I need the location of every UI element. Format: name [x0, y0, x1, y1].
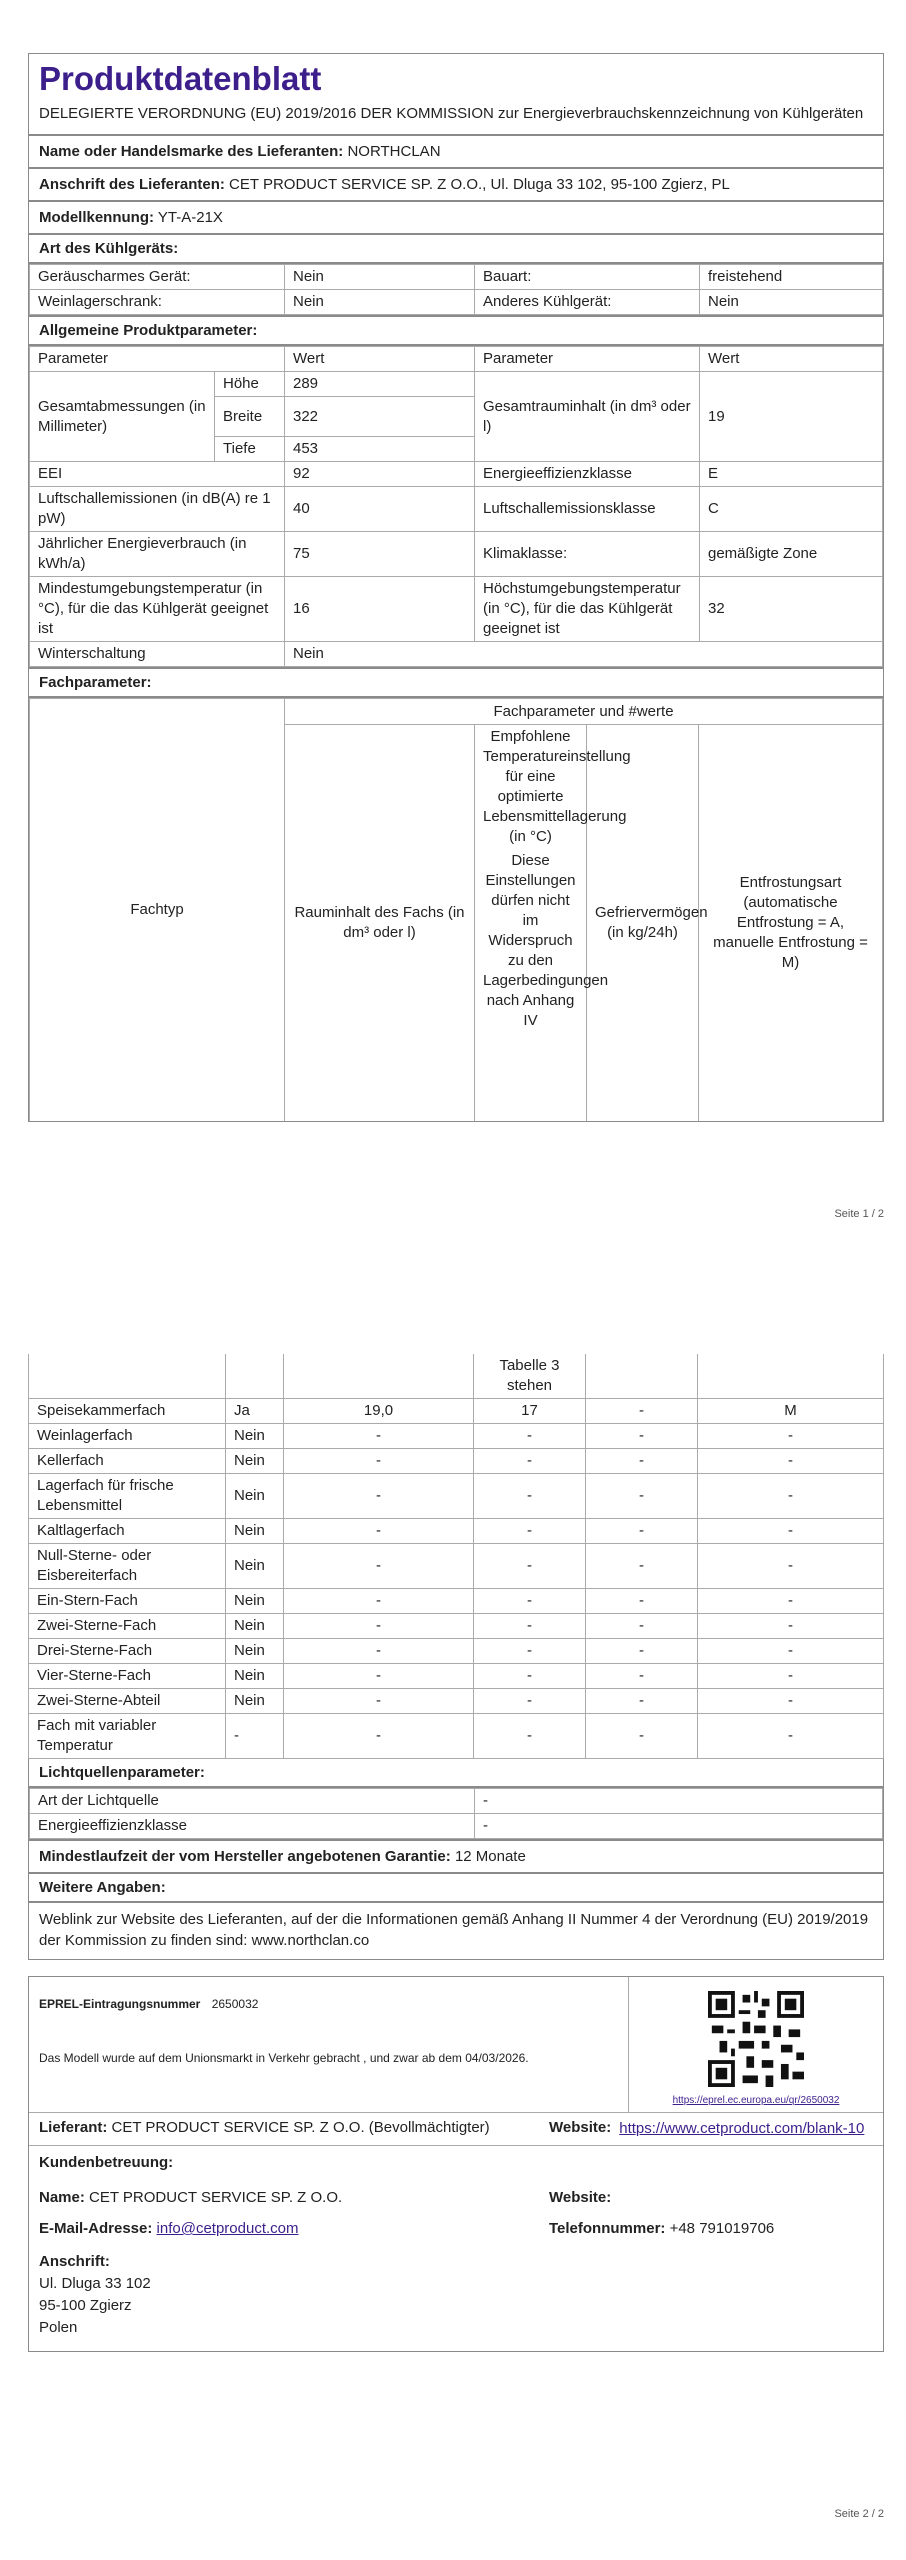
cell: -: [284, 1664, 474, 1689]
table-row: [30, 347, 883, 372]
cell: -: [226, 1714, 284, 1759]
contact-website-label: Website:: [549, 2119, 612, 2136]
cell: -: [474, 1614, 586, 1639]
cell: Klimaklasse:: [475, 532, 700, 577]
cell: [284, 1354, 474, 1399]
cell: -: [474, 1474, 586, 1519]
contact-website: [549, 2119, 873, 2139]
care-email-link[interactable]: info@cetproduct.com: [156, 2220, 299, 2237]
cell: 92: [285, 462, 475, 487]
cell: -: [474, 1589, 586, 1614]
cell: Nein: [285, 290, 475, 315]
cell: Anderes Kühlgerät:: [475, 290, 700, 315]
cell: Nein: [700, 290, 883, 315]
table-row: [29, 1589, 884, 1614]
cell: -: [474, 1544, 586, 1589]
cell: -: [586, 1399, 698, 1424]
cell: Zwei-Sterne-Abteil: [29, 1689, 226, 1714]
contact-supplier-value: CET PRODUCT SERVICE SP. Z O.O. (Bevollmächtigter): [111, 2119, 490, 2136]
cell: -: [698, 1544, 884, 1589]
cell: 289: [285, 372, 475, 397]
cell: -: [474, 1424, 586, 1449]
table-row: [29, 1519, 884, 1544]
fach-volume-header: Rauminhalt des Fachs (in dm³ oder l): [285, 725, 475, 1121]
fach-temp-header-cont: Tabelle 3 stehen: [474, 1354, 586, 1399]
cell: Kellerfach: [29, 1449, 226, 1474]
cell: -: [284, 1589, 474, 1614]
cell: Nein: [226, 1474, 284, 1519]
cell: 322: [285, 397, 475, 437]
contact-supplier: [39, 2119, 549, 2139]
page-1: [28, 53, 884, 1122]
cell: -: [474, 1714, 586, 1759]
cell: Kaltlagerfach: [29, 1519, 226, 1544]
table-row: [30, 577, 883, 642]
care-row-1: [39, 2189, 873, 2206]
general-table: [29, 346, 883, 667]
cell: [29, 1354, 226, 1399]
table-row: [29, 1639, 884, 1664]
eprel-market-text: Das Modell wurde auf dem Unionsmarkt in Verkehr gebracht , und zwar ab dem 04/03/2026.: [39, 2051, 529, 2065]
page-2-footer: Seite 2 / 2: [834, 2508, 884, 2520]
warranty-value: 12 Monate: [454, 1848, 526, 1865]
cell: Zwei-Sterne-Fach: [29, 1614, 226, 1639]
care-address-line: 95-100 Zgierz: [39, 2297, 132, 2314]
cell: Höhe: [215, 372, 285, 397]
cell: Winterschaltung: [30, 642, 285, 667]
cell: 75: [285, 532, 475, 577]
contact-website-link[interactable]: https://www.cetproduct.com/blank-10: [619, 2120, 865, 2137]
care-name-label: Name:: [39, 2189, 85, 2206]
supplier-name-value: NORTHCLAN: [347, 143, 441, 160]
table-row: [29, 1689, 884, 1714]
table-row: [30, 532, 883, 577]
cell: -: [698, 1664, 884, 1689]
table-row: [30, 1814, 883, 1839]
cell: -: [474, 1664, 586, 1689]
table-row: [30, 699, 883, 725]
supplier-address-label: Anschrift des Lieferanten:: [39, 176, 225, 193]
cell: -: [474, 1519, 586, 1544]
cell: [586, 1354, 698, 1399]
fach-temp-header-text: Empfohlene Temperatureinstellung für eine optimierte Lebensmittellagerung (in °C): [483, 728, 631, 845]
page-2: [28, 1354, 884, 2352]
table-row: [30, 1789, 883, 1814]
cell: -: [698, 1614, 884, 1639]
cell: -: [284, 1689, 474, 1714]
fach-temp-header-note: Diese Einstellungen dürfen nicht im Widerspruch zu den Lagerbedingungen nach Anhang IV: [483, 852, 609, 1029]
cell: 17: [474, 1399, 586, 1424]
cell: M: [698, 1399, 884, 1424]
more-text: Weblink zur Website des Lieferanten, auf der die Informationen gemäß Anhang II Nummer 4 der Verordnung (EU) 2019/2019 der Kommission zu finden sind:: [39, 1911, 869, 1949]
cell: -: [284, 1474, 474, 1519]
cell: -: [586, 1474, 698, 1519]
cell: Art der Lichtquelle: [30, 1789, 475, 1814]
cell: -: [474, 1639, 586, 1664]
cell: Nein: [226, 1614, 284, 1639]
cell: Nein: [226, 1449, 284, 1474]
cell: -: [586, 1519, 698, 1544]
cell: -: [698, 1589, 884, 1614]
table-row: [29, 1354, 884, 1399]
cell: -: [698, 1519, 884, 1544]
qr-block: [629, 1977, 883, 2112]
more-link[interactable]: www.northclan.co: [251, 1932, 370, 1949]
table-row: [30, 487, 883, 532]
eprel-label: EPREL-Eintragungsnummer: [39, 1997, 201, 2011]
cell: -: [284, 1714, 474, 1759]
cell: -: [698, 1449, 884, 1474]
care-row-2: [39, 2220, 873, 2237]
cell: -: [474, 1449, 586, 1474]
care-name-value: CET PRODUCT SERVICE SP. Z O.O.: [89, 2189, 343, 2206]
cell: [226, 1354, 284, 1399]
cell: Ja: [226, 1399, 284, 1424]
cell: freistehend: [700, 265, 883, 290]
page-1-footer: Seite 1 / 2: [834, 1208, 884, 1220]
fach-defrost-header: Entfrostungsart (automatische Entfrostung = A, manuelle Entfrostung = M): [699, 725, 883, 1121]
cell: -: [475, 1814, 883, 1839]
header-cell: Parameter: [475, 347, 700, 372]
cell: -: [586, 1424, 698, 1449]
cell: 16: [285, 577, 475, 642]
cell: Nein: [226, 1544, 284, 1589]
fach-freeze-header: Gefriervermögen (in kg/24h): [587, 725, 699, 1121]
regulation-subtitle: DELEGIERTE VERORDNUNG (EU) 2019/2016 DER KOMMISSION zur Energieverbrauchskennzeichnung von Kühlgeräten: [39, 105, 864, 122]
customer-care: [29, 2146, 883, 2351]
table-row: [29, 1424, 884, 1449]
cell: EEI: [30, 462, 285, 487]
table-row: [29, 1449, 884, 1474]
cell: Drei-Sterne-Fach: [29, 1639, 226, 1664]
cell: Nein: [285, 642, 883, 667]
eprel-top: [29, 1977, 883, 2113]
cell: -: [475, 1789, 883, 1814]
care-website-label: Website:: [549, 2189, 612, 2206]
more-text-block: [29, 1903, 883, 1959]
cell: -: [586, 1449, 698, 1474]
cell: gemäßigte Zone: [700, 532, 883, 577]
cell: Luftschallemissionen (in dB(A) re 1 pW): [30, 487, 285, 532]
eprel-value: 2650032: [211, 1997, 259, 2011]
cell: Vier-Sterne-Fach: [29, 1664, 226, 1689]
table-row: [30, 462, 883, 487]
model-row: [29, 200, 883, 233]
cell: Nein: [226, 1639, 284, 1664]
cell: C: [700, 487, 883, 532]
customer-care-title: Kundenbetreuung:: [39, 2154, 174, 2171]
lower-box: [28, 1759, 884, 1960]
cell: Speisekammerfach: [29, 1399, 226, 1424]
cell: -: [284, 1449, 474, 1474]
light-section-title: Lichtquellenparameter:: [29, 1759, 883, 1788]
fach-section-title: Fachparameter:: [29, 667, 883, 698]
cell: -: [586, 1544, 698, 1589]
care-address-line: Polen: [39, 2319, 78, 2336]
table-row: [29, 1399, 884, 1424]
cell: -: [698, 1689, 884, 1714]
page-title: Produktdatenblatt: [39, 60, 322, 97]
cell: Nein: [285, 265, 475, 290]
qr-code-icon[interactable]: [708, 1991, 804, 2087]
qr-link[interactable]: https://eprel.ec.europa.eu/qr/2650032: [672, 2095, 840, 2106]
supplier-contact-row: [29, 2113, 883, 2146]
volume-value: 19: [700, 372, 883, 462]
cell: -: [586, 1614, 698, 1639]
fach-header-table: [29, 698, 883, 1121]
cell: Mindestumgebungstemperatur (in °C), für die das Kühlgerät geeignet ist: [30, 577, 285, 642]
cell: Nein: [226, 1589, 284, 1614]
care-phone: [549, 2220, 774, 2237]
volume-label: Gesamtrauminhalt (in dm³ oder l): [475, 372, 700, 462]
cell: -: [284, 1424, 474, 1449]
cell: -: [698, 1639, 884, 1664]
cell: -: [284, 1614, 474, 1639]
fach-type-header: Fachtyp: [30, 699, 285, 1121]
eprel-box: [28, 1976, 884, 2352]
cell: Energieeffizienzklasse: [475, 462, 700, 487]
care-phone-label: Telefonnummer:: [549, 2220, 666, 2237]
table-row: [29, 1714, 884, 1759]
cell: Nein: [226, 1689, 284, 1714]
cell: -: [698, 1424, 884, 1449]
table-row: [30, 642, 883, 667]
dims-label: Gesamtabmessungen (in Millimeter): [30, 372, 215, 462]
eprel-info: [29, 1977, 629, 2112]
header-cell: Wert: [285, 347, 475, 372]
contact-supplier-label: Lieferant:: [39, 2119, 108, 2136]
table-row: [29, 1544, 884, 1589]
care-email-label: E-Mail-Adresse:: [39, 2220, 153, 2237]
care-address: [39, 2251, 873, 2339]
care-address-line: Ul. Dluga 33 102: [39, 2275, 151, 2292]
cell: [698, 1354, 884, 1399]
cell: -: [284, 1519, 474, 1544]
cell: Fach mit variabler Temperatur: [29, 1714, 226, 1759]
eprel-number-row: [39, 1997, 618, 2011]
model-label: Modellkennung:: [39, 209, 154, 226]
cell: Luftschallemissionsklasse: [475, 487, 700, 532]
cell: Geräuscharmes Gerät:: [30, 265, 285, 290]
supplier-name-label: Name oder Handelsmarke des Lieferanten:: [39, 143, 344, 160]
fach-group-header: Fachparameter und #werte: [285, 699, 883, 725]
cell: 453: [285, 437, 475, 462]
supplier-address-value: CET PRODUCT SERVICE SP. Z O.O., Ul. Dluga 33 102, 95-100 Zgierz, PL: [229, 176, 730, 193]
cell: Bauart:: [475, 265, 700, 290]
care-address-label: Anschrift:: [39, 2253, 110, 2270]
cell: Nein: [226, 1424, 284, 1449]
table-row: [29, 1614, 884, 1639]
cell: -: [586, 1689, 698, 1714]
cell: Energieeffizienzklasse: [30, 1814, 475, 1839]
fach-temp-header: [475, 725, 631, 1121]
care-name: [39, 2189, 549, 2206]
fach-table: [28, 1354, 884, 1759]
type-table: [29, 264, 883, 315]
cell: 32: [700, 577, 883, 642]
cell: -: [284, 1639, 474, 1664]
light-table: [29, 1788, 883, 1839]
general-section-title: Allgemeine Produktparameter:: [29, 315, 883, 346]
cell: -: [586, 1589, 698, 1614]
supplier-name-row: [29, 134, 883, 167]
header-cell: Parameter: [30, 347, 285, 372]
warranty-row: [29, 1839, 883, 1872]
table-row: [30, 265, 883, 290]
warranty-label: Mindestlaufzeit der vom Hersteller angebotenen Garantie:: [39, 1848, 451, 1865]
cell: -: [586, 1714, 698, 1759]
header-cell: Wert: [700, 347, 883, 372]
cell: Weinlagerschrank:: [30, 290, 285, 315]
cell: Ein-Stern-Fach: [29, 1589, 226, 1614]
cell: 19,0: [284, 1399, 474, 1424]
cell: -: [698, 1714, 884, 1759]
model-value: YT-A-21X: [157, 209, 223, 226]
care-email: [39, 2220, 549, 2237]
cell: Jährlicher Energieverbrauch (in kWh/a): [30, 532, 285, 577]
cell: Nein: [226, 1664, 284, 1689]
care-phone-value: +48 791019706: [669, 2220, 775, 2237]
supplier-address-row: [29, 167, 883, 200]
cell: Weinlagerfach: [29, 1424, 226, 1449]
cell: -: [586, 1664, 698, 1689]
cell: E: [700, 462, 883, 487]
table-row: [30, 290, 883, 315]
table-row: [29, 1474, 884, 1519]
type-section-title: Art des Kühlgeräts:: [29, 233, 883, 264]
cell: 40: [285, 487, 475, 532]
cell: -: [284, 1544, 474, 1589]
care-website: [549, 2189, 611, 2206]
cell: -: [586, 1639, 698, 1664]
cell: Höchstumgebungstemperatur (in °C), für die das Kühlgerät geeignet ist: [475, 577, 700, 642]
table-row: [30, 372, 883, 397]
cell: -: [474, 1689, 586, 1714]
cell: Lagerfach für frische Lebensmittel: [29, 1474, 226, 1519]
cell: Tiefe: [215, 437, 285, 462]
cell: Nein: [226, 1519, 284, 1544]
cell: Null-Sterne- oder Eisbereiterfach: [29, 1544, 226, 1589]
table-row: [29, 1664, 884, 1689]
cell: -: [698, 1474, 884, 1519]
more-section-title: Weitere Angaben:: [29, 1872, 883, 1903]
cell: Breite: [215, 397, 285, 437]
